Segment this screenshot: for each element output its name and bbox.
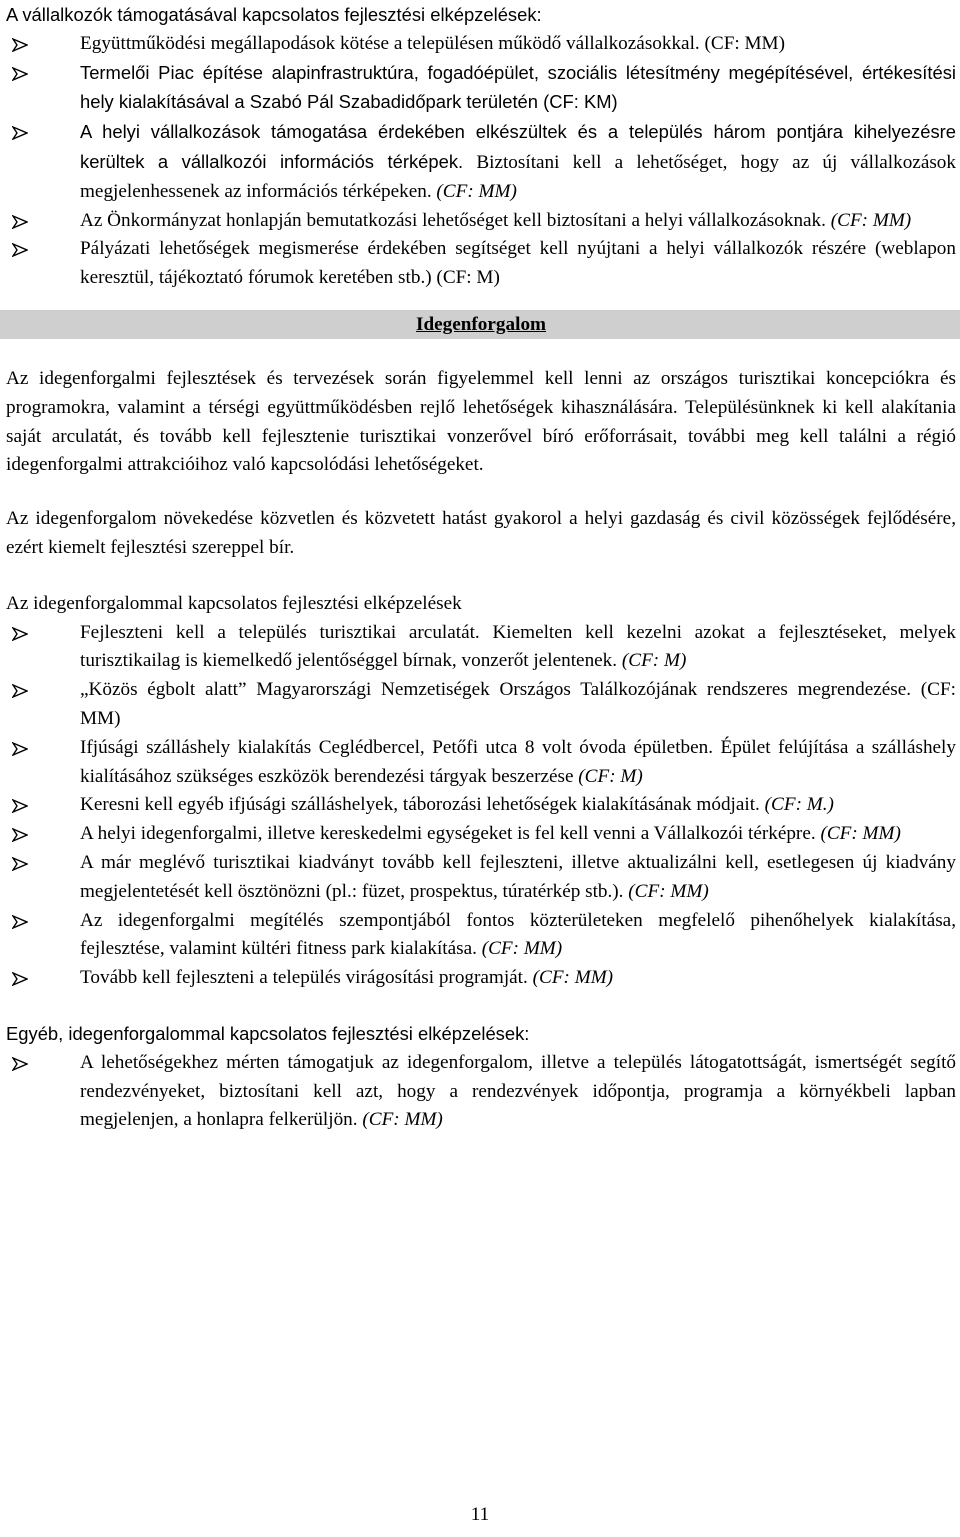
list-item-note: (CF: MM) bbox=[527, 967, 614, 989]
list-item-text: Az Önkormányzat honlapján bemutatkozási lehetőséget kell biztosítani a helyi vállalkozásoknak. bbox=[80, 209, 826, 231]
list-item bbox=[6, 849, 956, 907]
arrowhead-bullet-icon bbox=[12, 30, 32, 52]
arrowhead-bullet-icon bbox=[12, 59, 32, 81]
list-item bbox=[6, 30, 956, 59]
list-item-text-continued: Biztosítani kell a lehetőséget, hogy az új vállalkozások megjelenhessenek az információs térképeken. bbox=[80, 151, 956, 202]
section2-heading: Az idegenforgalommal kapcsolatos fejlesztési elképzelések bbox=[6, 592, 462, 614]
list-item bbox=[6, 820, 956, 849]
list-item-text: Ifjúsági szálláshely kialakítás Ceglédbercel, Petőfi utca 8 volt óvoda épületben. Épület felújítása a szálláshely kialításához szükséges eszközök berendezési tárgyak beszerzése bbox=[80, 736, 956, 787]
arrowhead-bullet-icon bbox=[12, 235, 32, 257]
section3-list bbox=[6, 1049, 956, 1135]
list-item-text: A helyi idegenforgalmi, illetve kereskedelmi egységeket is fel kell venni a Vállalkozói térképre. bbox=[80, 823, 816, 845]
list-item bbox=[6, 235, 956, 293]
list-item-note: (CF: M) bbox=[573, 765, 643, 787]
list-item-note: (CF: MM) bbox=[476, 938, 563, 960]
list-item bbox=[6, 118, 956, 206]
list-item bbox=[6, 734, 956, 792]
section2-list bbox=[6, 619, 956, 993]
list-item-text: „Közös égbolt alatt” Magyarországi Nemzetiségek Országos Találkozójának rendszeres megrendezése. (CF: MM) bbox=[80, 679, 956, 729]
section-title-band bbox=[0, 310, 960, 339]
list-item-text: A már meglévő turisztikai kiadványt tovább kell fejleszteni, illetve aktualizálni kell, esetlegesen új kiadvány megjelentetését kell ösztönözni (pl.: füzet, prospektus, túratérkép stb.). bbox=[80, 851, 956, 902]
list-item bbox=[6, 791, 956, 820]
paragraph: Az idegenforgalmi fejlesztések és tervezések során figyelemmel kell lenni az országos turisztikai koncepciókra és programokra, valamint a térségi együttműködésben rejlő lehetőségek kihasználására. Településünknek ki kell alakítania saját arculatát, és tovább kell fejlesztenie turisztikai vonzerővel bíró erőforrásait, további meg kell találni a régió idegenforgalmi attrakcióihoz való kapcsolódási lehetőségeket. bbox=[6, 367, 956, 476]
arrowhead-bullet-icon bbox=[12, 619, 32, 641]
document-page bbox=[6, 1, 956, 1135]
page-number: 11 bbox=[470, 1504, 490, 1525]
list-item-text: Fejleszteni kell a település turisztikai arculatát. Kiemelten kell kezelni azokat a fejlesztéseket, melyek turisztikailag is kiemelkedő jelentőséggel bírnak, vonzerőt jelentenek. bbox=[80, 621, 956, 672]
arrowhead-bullet-icon bbox=[12, 907, 32, 929]
list-item-note: (CF: M.) bbox=[759, 794, 834, 816]
list-item-text: Együttműködési megállapodások kötése a településen működő vállalkozásokkal. (CF: MM) bbox=[80, 32, 786, 54]
arrowhead-bullet-icon bbox=[12, 118, 32, 140]
arrowhead-bullet-icon bbox=[12, 849, 32, 871]
list-item bbox=[6, 619, 956, 677]
arrowhead-bullet-icon bbox=[12, 791, 32, 813]
list-item-text: Keresni kell egyéb ifjúsági szálláshelyek, táborozási lehetőségek kialakításának módjait. bbox=[80, 794, 760, 816]
list-item-note: (CF: MM) bbox=[431, 180, 517, 202]
section1-heading: A vállalkozók támogatásával kapcsolatos fejlesztési elképzelések: bbox=[6, 4, 542, 25]
list-item-text: Tovább kell fejleszteni a település virágosítási programját. bbox=[80, 967, 528, 989]
list-item-note: (CF: MM) bbox=[357, 1109, 443, 1131]
list-item-text: Az idegenforgalmi megítélés szempontjából fontos közterületeken megfelelő pihenőhelyek kialakítása, fejlesztése, valamint kültéri fitness park kialakítása. bbox=[80, 909, 956, 960]
list-item bbox=[6, 676, 956, 734]
section3-heading: Egyéb, idegenforgalommal kapcsolatos fejlesztési elképzelések: bbox=[6, 1022, 530, 1044]
list-item bbox=[6, 59, 956, 119]
arrowhead-bullet-icon bbox=[12, 964, 32, 986]
list-item bbox=[6, 1049, 956, 1135]
arrowhead-bullet-icon bbox=[12, 676, 32, 698]
section1-list bbox=[6, 30, 956, 293]
arrowhead-bullet-icon bbox=[12, 734, 32, 756]
arrowhead-bullet-icon bbox=[12, 1049, 32, 1071]
section-title: Idegenforgalom bbox=[415, 313, 547, 335]
list-item-note: (CF: MM) bbox=[623, 880, 709, 902]
list-item-note: (CF: MM) bbox=[815, 823, 901, 845]
list-item bbox=[6, 907, 956, 965]
list-item-text: Pályázati lehetőségek megismerése érdekében segítséget kell nyújtani a helyi vállalkozók részére (weblapon keresztül, tájékoztató fórumok keretében stb.) (CF: M) bbox=[80, 238, 956, 289]
list-item-text: A helyi vállalkozások támogatása érdekében elkészültek és a település három pontjára kihelyezésre kerültek a vállalkozói információs térképek. bbox=[80, 121, 956, 172]
list-item-note: (CF: M) bbox=[617, 650, 687, 672]
list-item-text: A lehetőségekhez mérten támogatjuk az idegenforgalom, illetve a település látogatottságát, ismertségét segítő rendezvényeket, biztosítani kell azt, hogy a rendezvények időpontja, programja a környékbeli lapban megjelenjen, a honlapra felkerüljön. bbox=[80, 1051, 956, 1131]
arrowhead-bullet-icon bbox=[12, 207, 32, 229]
arrowhead-bullet-icon bbox=[12, 820, 32, 842]
paragraph: Az idegenforgalom növekedése közvetlen és közvetett hatást gyakorol a helyi gazdaság és civil közösségek fejlődésére, ezért kiemelt fejlesztési szereppel bír. bbox=[6, 508, 956, 558]
list-item bbox=[6, 207, 956, 236]
list-item-note: (CF: MM) bbox=[825, 209, 912, 231]
list-item-text: Termelői Piac építése alapinfrastruktúra, fogadóépület, szociális létesítmény megépítésével, értékesítési hely kialakításával a Szabó Pál Szabadidőpark területén (CF: KM) bbox=[80, 61, 956, 113]
list-item bbox=[6, 964, 956, 993]
